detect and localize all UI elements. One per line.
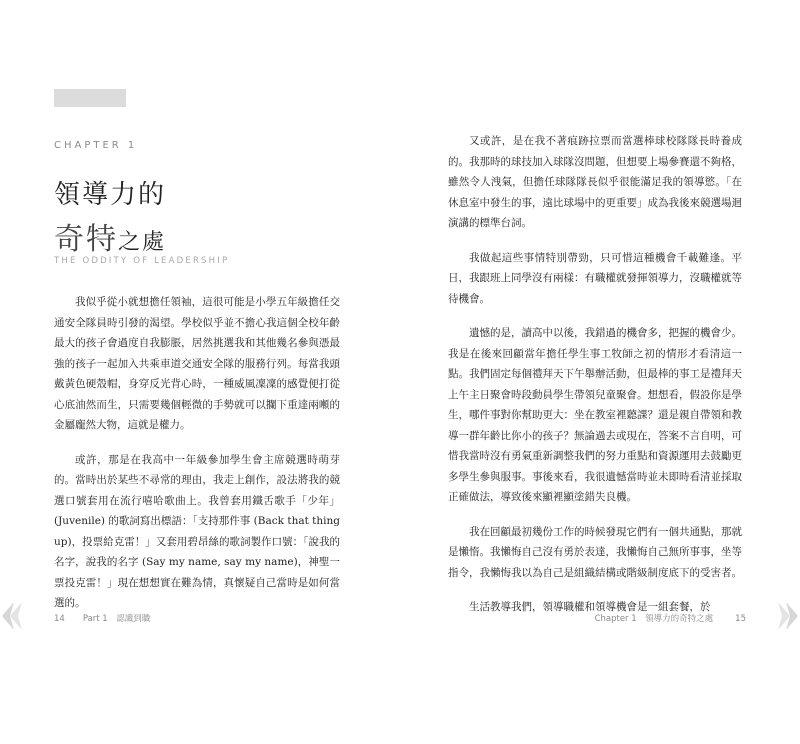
page-number: 15 <box>735 614 746 624</box>
body-paragraph: 遺憾的是，讀高中以後，我錯過的機會多，把握的機會少。我是在後來回顧當年擔任學生事工牧師之初的情形才看清這一點。我們固定每個禮拜天下午舉辦活動，但最棒的事工是禮拜天上午主日聚會時段動員學生帶領兒童聚會。想想看，假設你是學生，哪件事對你幫助更大：坐在教室裡聽課？還是親自帶領和教導一群年齡比你小的孩子？無論過去或現在，答案不言自明，可惜我當時沒有勇氣重新調整我們的努力重點和資源運用去鼓勵更多學生參與服事。事後來看，我很遺憾當時並未即時看清並採取正確做法，導致後來顯裡顯塗錯失良機。 <box>448 327 742 503</box>
left-footer <box>54 612 150 624</box>
chapter-subtitle-english: THE ODDITY OF LEADERSHIP <box>54 256 230 266</box>
running-head-part: Part 1 認識到職 <box>82 614 151 624</box>
body-paragraph: 我似乎從小就想擔任領袖，這很可能是小學五年級擔任交通安全隊員時引發的渴望。學校似乎並不擔心我這個全校年齡最大的孩子會過度自我膨脹，居然挑選我和其他幾名參與憑最強的孩子一起加入共乘車道交通安全隊的服務行列。每當我頭戴黃色硬殼帽，身穿反光背心時，一種威風凜凜的感覺便打從心底油然而生，只需要幾個輕微的手勢就可以攔下重達兩噸的金屬龐然大物，這就是權力。 <box>54 296 340 431</box>
body-paragraph: 我在回顧最初幾份工作的時候發現它們有一個共通點，那就是懶惰。我懶悔自己沒有勇於表達，我懶悔自己無所事事，坐等指令，我懶悔我以為自己是組織結構或階級制度底下的受害者。 <box>448 525 742 579</box>
chapter-label: CHAPTER 1 <box>54 140 138 151</box>
running-head-chapter: Chapter 1 領導力的奇特之處 <box>594 614 714 624</box>
body-paragraph: 或許，那是在我高中一年級參加學生會主席競選時萌芽的。當時出於某些不尋常的理由，我走上創作，設法將我的競選口號套用在流行嘻哈歌曲上。我曾套用鐵舌歌手「少年」(Juvenile) 的歌詞寫出標語：「支持那件事 (Back that thing up)，投票給克雷！」又套用碧昂絲的歌詞製作口號：「說我的名字，說我的名字 (Say my name, say my name)，神聖一票投克雷！」現在想想實在難為情，真懷疑自己當時是如何當選的。 <box>54 453 340 609</box>
body-paragraph: 又或許，是在我不著痕跡拉票而當選棒球校隊隊長時養成的。我那時的球技加入球隊沒問題，但想要上場參賽還不夠格，雖然令人洩氣，但擔任球隊隊長似乎很能滿足我的領導慾。「在休息室中發生的事，遠比球場中的更重要」成為我後來競選場迴演講的標準台詞。 <box>448 135 742 229</box>
body-paragraph: 我做起這些事情特別帶勁，只可惜這種機會千載難逢。平日，我跟班上同學沒有兩樣：有職權就發揮領導力，沒職權就等待機會。 <box>448 251 742 305</box>
left-body-text <box>54 292 340 628</box>
page-number: 14 <box>54 614 65 624</box>
chapter-title-small: 之處 <box>118 230 167 255</box>
right-body-text <box>448 131 742 632</box>
chapter-tab-block <box>54 89 126 107</box>
chapter-title-line1: 領導力的 <box>54 180 167 210</box>
chapter-title-large: 奇特 <box>54 222 118 257</box>
right-footer <box>595 612 746 624</box>
double-chevron-left-icon[interactable] <box>0 598 24 634</box>
double-chevron-right-icon[interactable] <box>776 598 800 634</box>
left-page <box>20 70 380 650</box>
chapter-title-line2 <box>54 214 166 258</box>
right-page <box>420 70 780 650</box>
body-paragraph: 生活教導我們，領導職權和領導機會是一組套餐，於 <box>469 601 711 613</box>
